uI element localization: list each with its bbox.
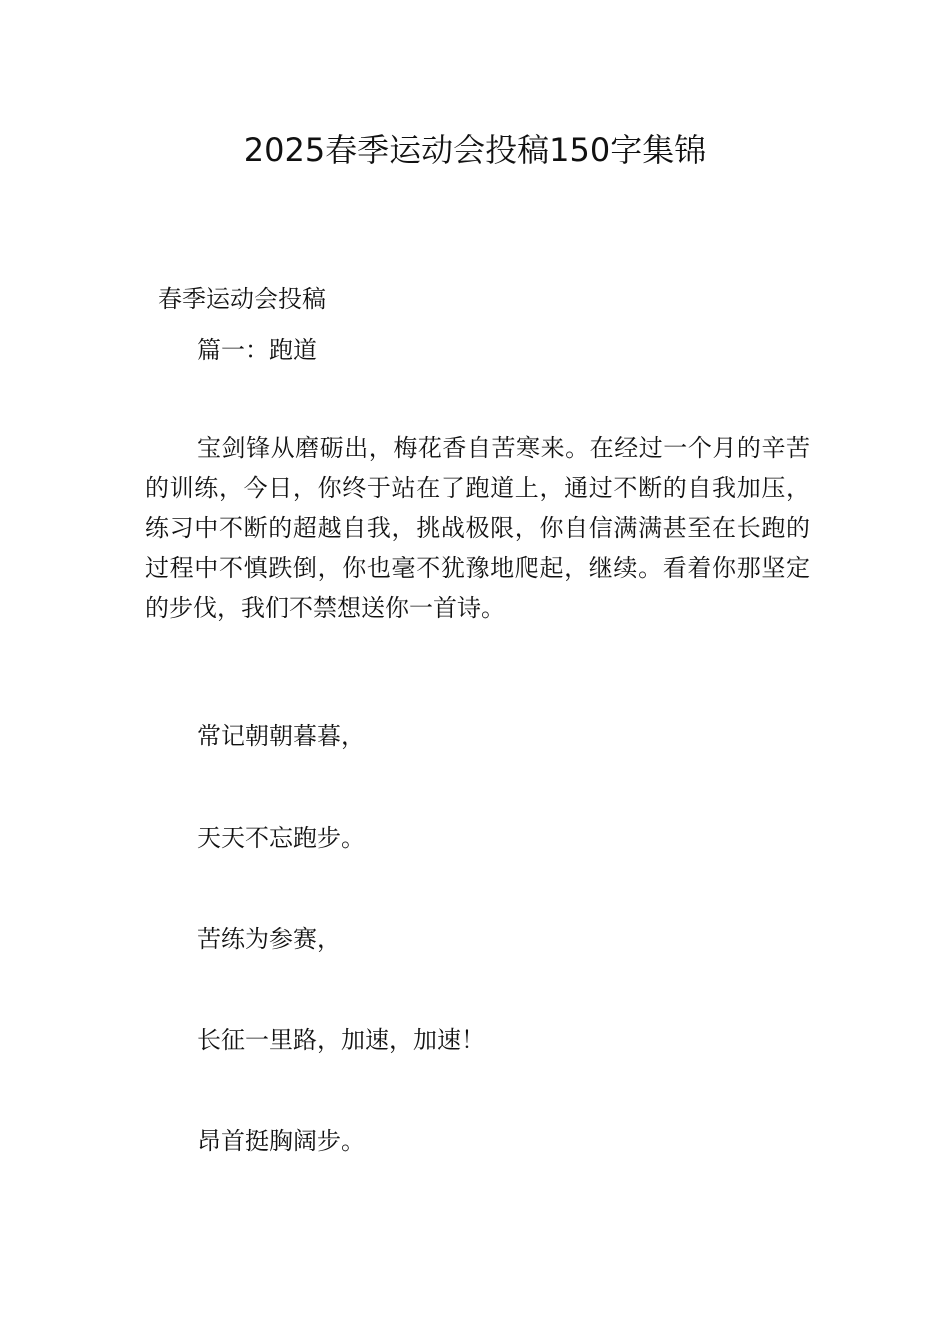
poem-line: 苦练为参赛， [197, 925, 341, 953]
body-paragraph: 宝剑锋从磨砺出，梅花香自苦寒来。在经过一个月的辛苦的训练，今日，你终于站在了跑道上，通过不断的自我加压，练习中不断的超越自我，挑战极限，你自信满满甚至在长跑的过程中不慎跌倒，你也毫不犹豫地爬起，继续。看着你那坚定的步伐，我们不禁想送你一首诗。 [145, 434, 810, 622]
poem-line: 昂首挺胸阔步。 [197, 1127, 365, 1155]
section-title: 春季运动会投稿 [158, 285, 326, 313]
poem-line: 常记朝朝暮暮， [197, 722, 365, 750]
poem-line: 天天不忘跑步。 [197, 824, 365, 852]
poem-line: 长征一里路，加速，加速！ [197, 1026, 485, 1054]
chapter-title: 篇一：跑道 [197, 336, 317, 364]
document-title: 2025春季运动会投稿150字集锦 [243, 131, 707, 169]
